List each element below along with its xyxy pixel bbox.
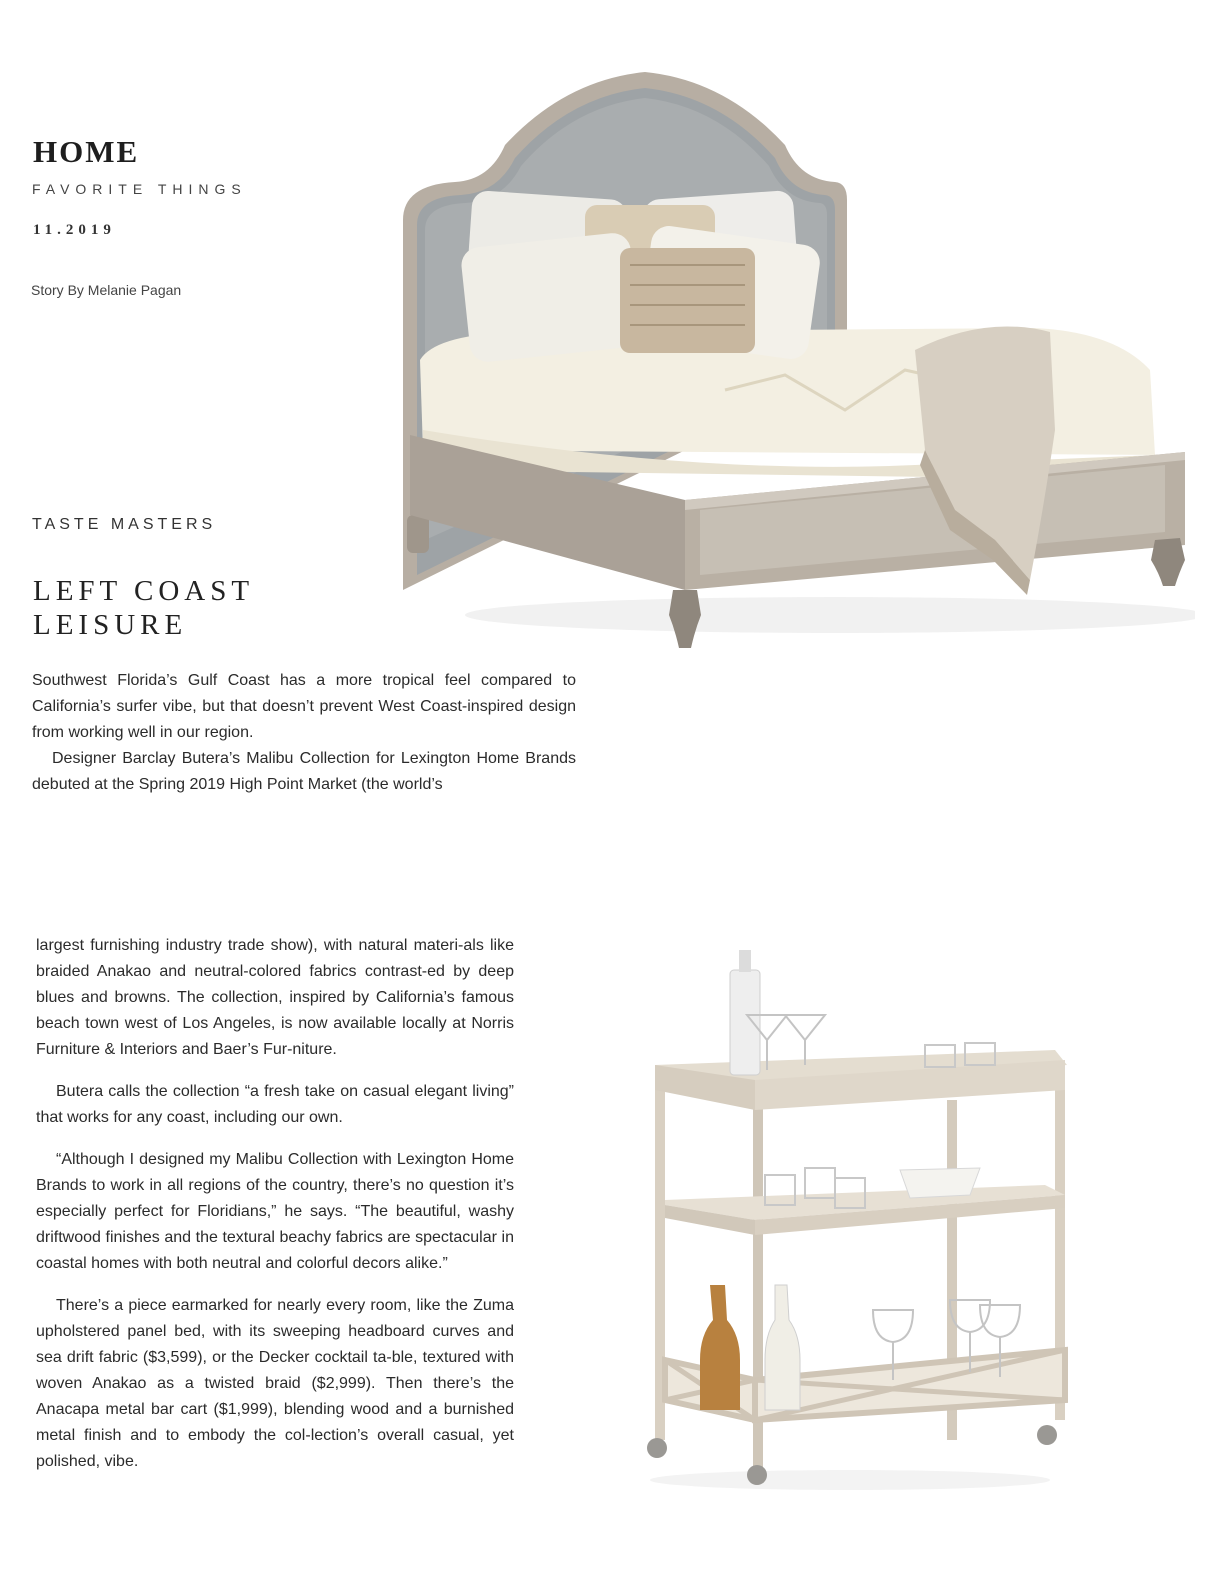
issue-date: 11.2019 xyxy=(33,222,116,238)
bed-photo xyxy=(395,70,1195,660)
paragraph: “Although I designed my Malibu Collection with Lexington Home Brands to work in all regions of the country, there’s no question it’s especially perfect for Floridians,” he says. “The beautiful, washy driftwood finishes and the textural beachy fabrics are spectacular in coastal homes with both neutral and colorful decors alike.” xyxy=(36,1151,514,1272)
paragraph: largest furnishing industry trade show), with natural materi-als like braided Anakao and neutral-colored fabrics contrast-ed by deep blues and browns. The collection, inspired by California’s famous beach town west of Los Angeles, is now available locally at Norris Furniture & Interiors and Baer’s Fur-niture. xyxy=(36,937,514,1058)
article-headline xyxy=(33,574,254,642)
paragraph: Designer Barclay Butera’s Malibu Collection for Lexington Home Brands debuted at the Spring 2019 High Point Market (the world’s xyxy=(32,750,576,793)
paragraph: There’s a piece earmarked for nearly every room, like the Zuma upholstered panel bed, with its sweeping headboard curves and sea drift fabric ($3,599), or the Decker cocktail ta-ble, textured with woven Anakao as a twisted braid ($2,999). Then there’s the Anacapa metal bar cart ($1,999), blending wood and a burnished metal finish and to embody the col-lection’s overall casual, yet polished, vibe. xyxy=(36,1297,514,1470)
article-column-1 xyxy=(32,668,576,798)
bar-cart-photo xyxy=(635,940,1075,1500)
headline-line-2: LEISURE xyxy=(33,609,188,641)
article-kicker: TASTE MASTERS xyxy=(32,516,217,533)
paragraph: Southwest Florida’s Gulf Coast has a more tropical feel compared to California’s surfer vibe, but that doesn’t prevent West Coast-inspired design from working well in our region. xyxy=(32,672,576,741)
article-column-2 xyxy=(36,933,514,1491)
paragraph: Butera calls the collection “a fresh take on casual elegant living” that works for any coast, including our own. xyxy=(36,1083,514,1126)
byline: Story By Melanie Pagan xyxy=(31,282,182,298)
headline-line-1: LEFT COAST xyxy=(33,575,255,607)
section-title: HOME xyxy=(33,134,140,169)
section-subtitle: FAVORITE THINGS xyxy=(32,181,247,197)
